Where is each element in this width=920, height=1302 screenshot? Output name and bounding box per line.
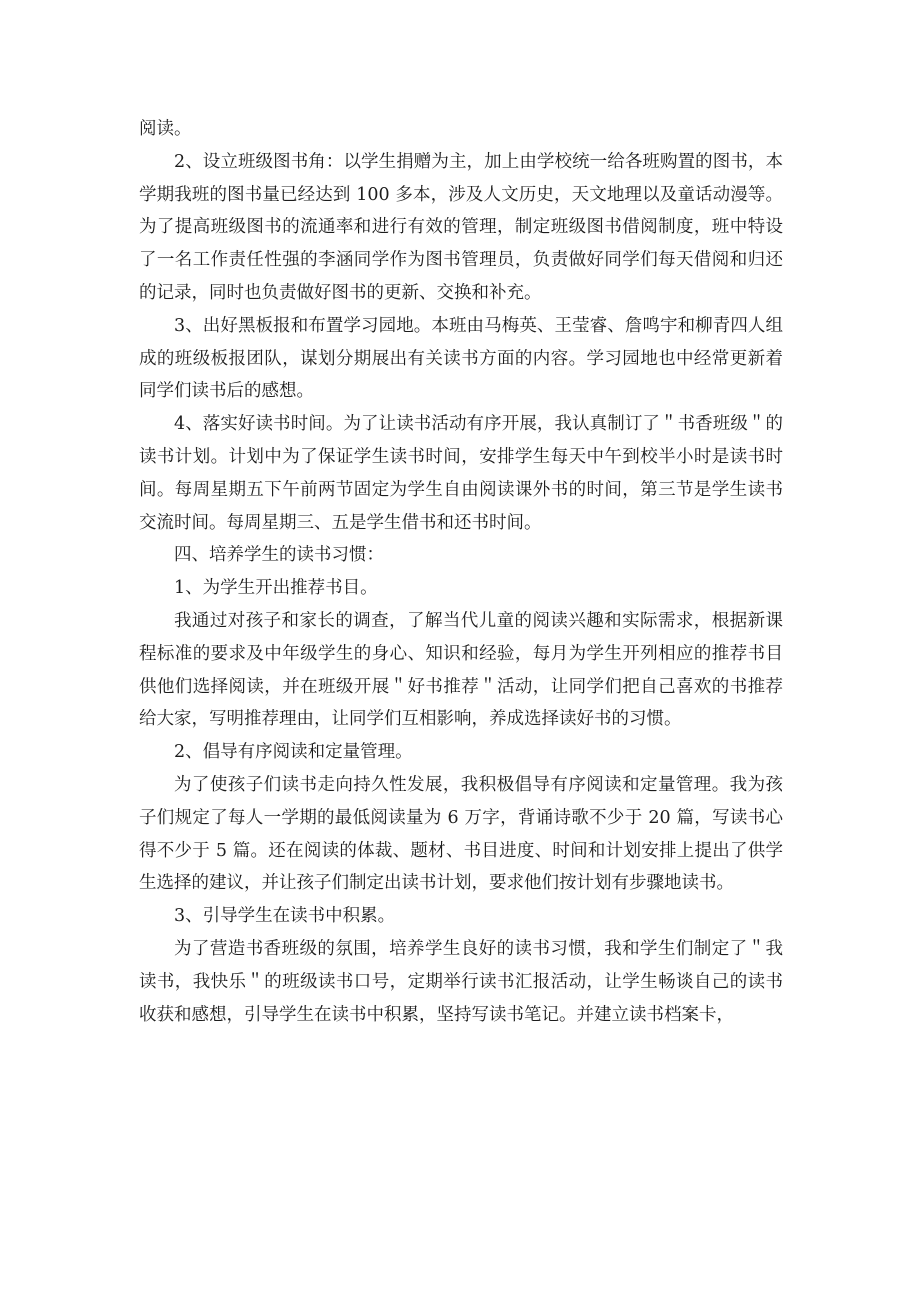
subheading-recommend-list: 1、为学生开出推荐书目。 xyxy=(174,578,378,599)
paragraph-ordered-reading: 为了使孩子们读书走向持久性发展，我积极倡导有序阅读和定量管理。我为孩子们规定了每人一学期的最低阅读量为 6 万字，背诵诗歌不少于 20 篇，写读书心得不少于 5 篇。还在阅读的体裁、题材、书目进度、时间和计划安排上提出了供学生选择的建议，并让孩子们制定出读书计划，要求他们按计划有步骤地读书。 xyxy=(139,774,783,894)
paragraph-accumulation: 为了营造书香班级的氛围，培养学生良好的读书习惯，我和学生们制定了＂我读书，我快乐＂的班级读书口号，定期举行读书汇报活动，让学生畅谈自己的读书收获和感想，引导学生在读书中积累，坚持写读书笔记。并建立读书档案卡， xyxy=(139,938,783,1025)
paragraph-recommend-list: 我通过对孩子和家长的调查，了解当代儿童的阅读兴趣和实际需求，根据新课程标准的要求及中年级学生的身心、知识和经验，每月为学生开列相应的推荐书目供他们选择阅读，并在班级开展＂好书推荐＂活动，让同学们把自己喜欢的书推荐给大家，写明推荐理由，让同学们互相影响，养成选择读好书的习惯。 xyxy=(139,610,783,730)
document-body xyxy=(139,113,783,1031)
section-heading-habits: 四、培养学生的读书习惯： xyxy=(174,545,384,566)
paragraph-blackboard: 3、出好黑板报和布置学习园地。本班由马梅英、王莹睿、詹鸣宇和柳青四人组成的班级板报团队，谋划分期展出有关读书方面的内容。学习园地也中经常更新着同学们读书后的感想。 xyxy=(139,315,783,402)
paragraph-class-library: 2、设立班级图书角：以学生捐赠为主，加上由学校统一给各班购置的图书，本学期我班的图书量已经达到 100 多本，涉及人文历史，天文地理以及童话动漫等。为了提高班级图书的流通率和进行有效的管理，制定班级图书借阅制度，班中特设了一名工作责任性强的李涵同学作为图书管理员，负责做好同学们每天借阅和归还的记录，同时也负责做好图书的更新、交换和补充。 xyxy=(139,151,783,303)
subheading-ordered-reading: 2、倡导有序阅读和定量管理。 xyxy=(174,742,413,763)
paragraph-continuation: 阅读。 xyxy=(139,119,192,139)
subheading-accumulation: 3、引导学生在读书中积累。 xyxy=(174,906,396,927)
paragraph-reading-time: 4、落实好读书时间。为了让读书活动有序开展，我认真制订了＂书香班级＂的读书计划。计划中为了保证学生读书时间，安排学生每天中午到校半小时是读书时间。每周星期五下午前两节固定为学生自由阅读课外书的时间，第三节是学生读书交流时间。每周星期三、五是学生借书和还书时间。 xyxy=(139,414,783,533)
